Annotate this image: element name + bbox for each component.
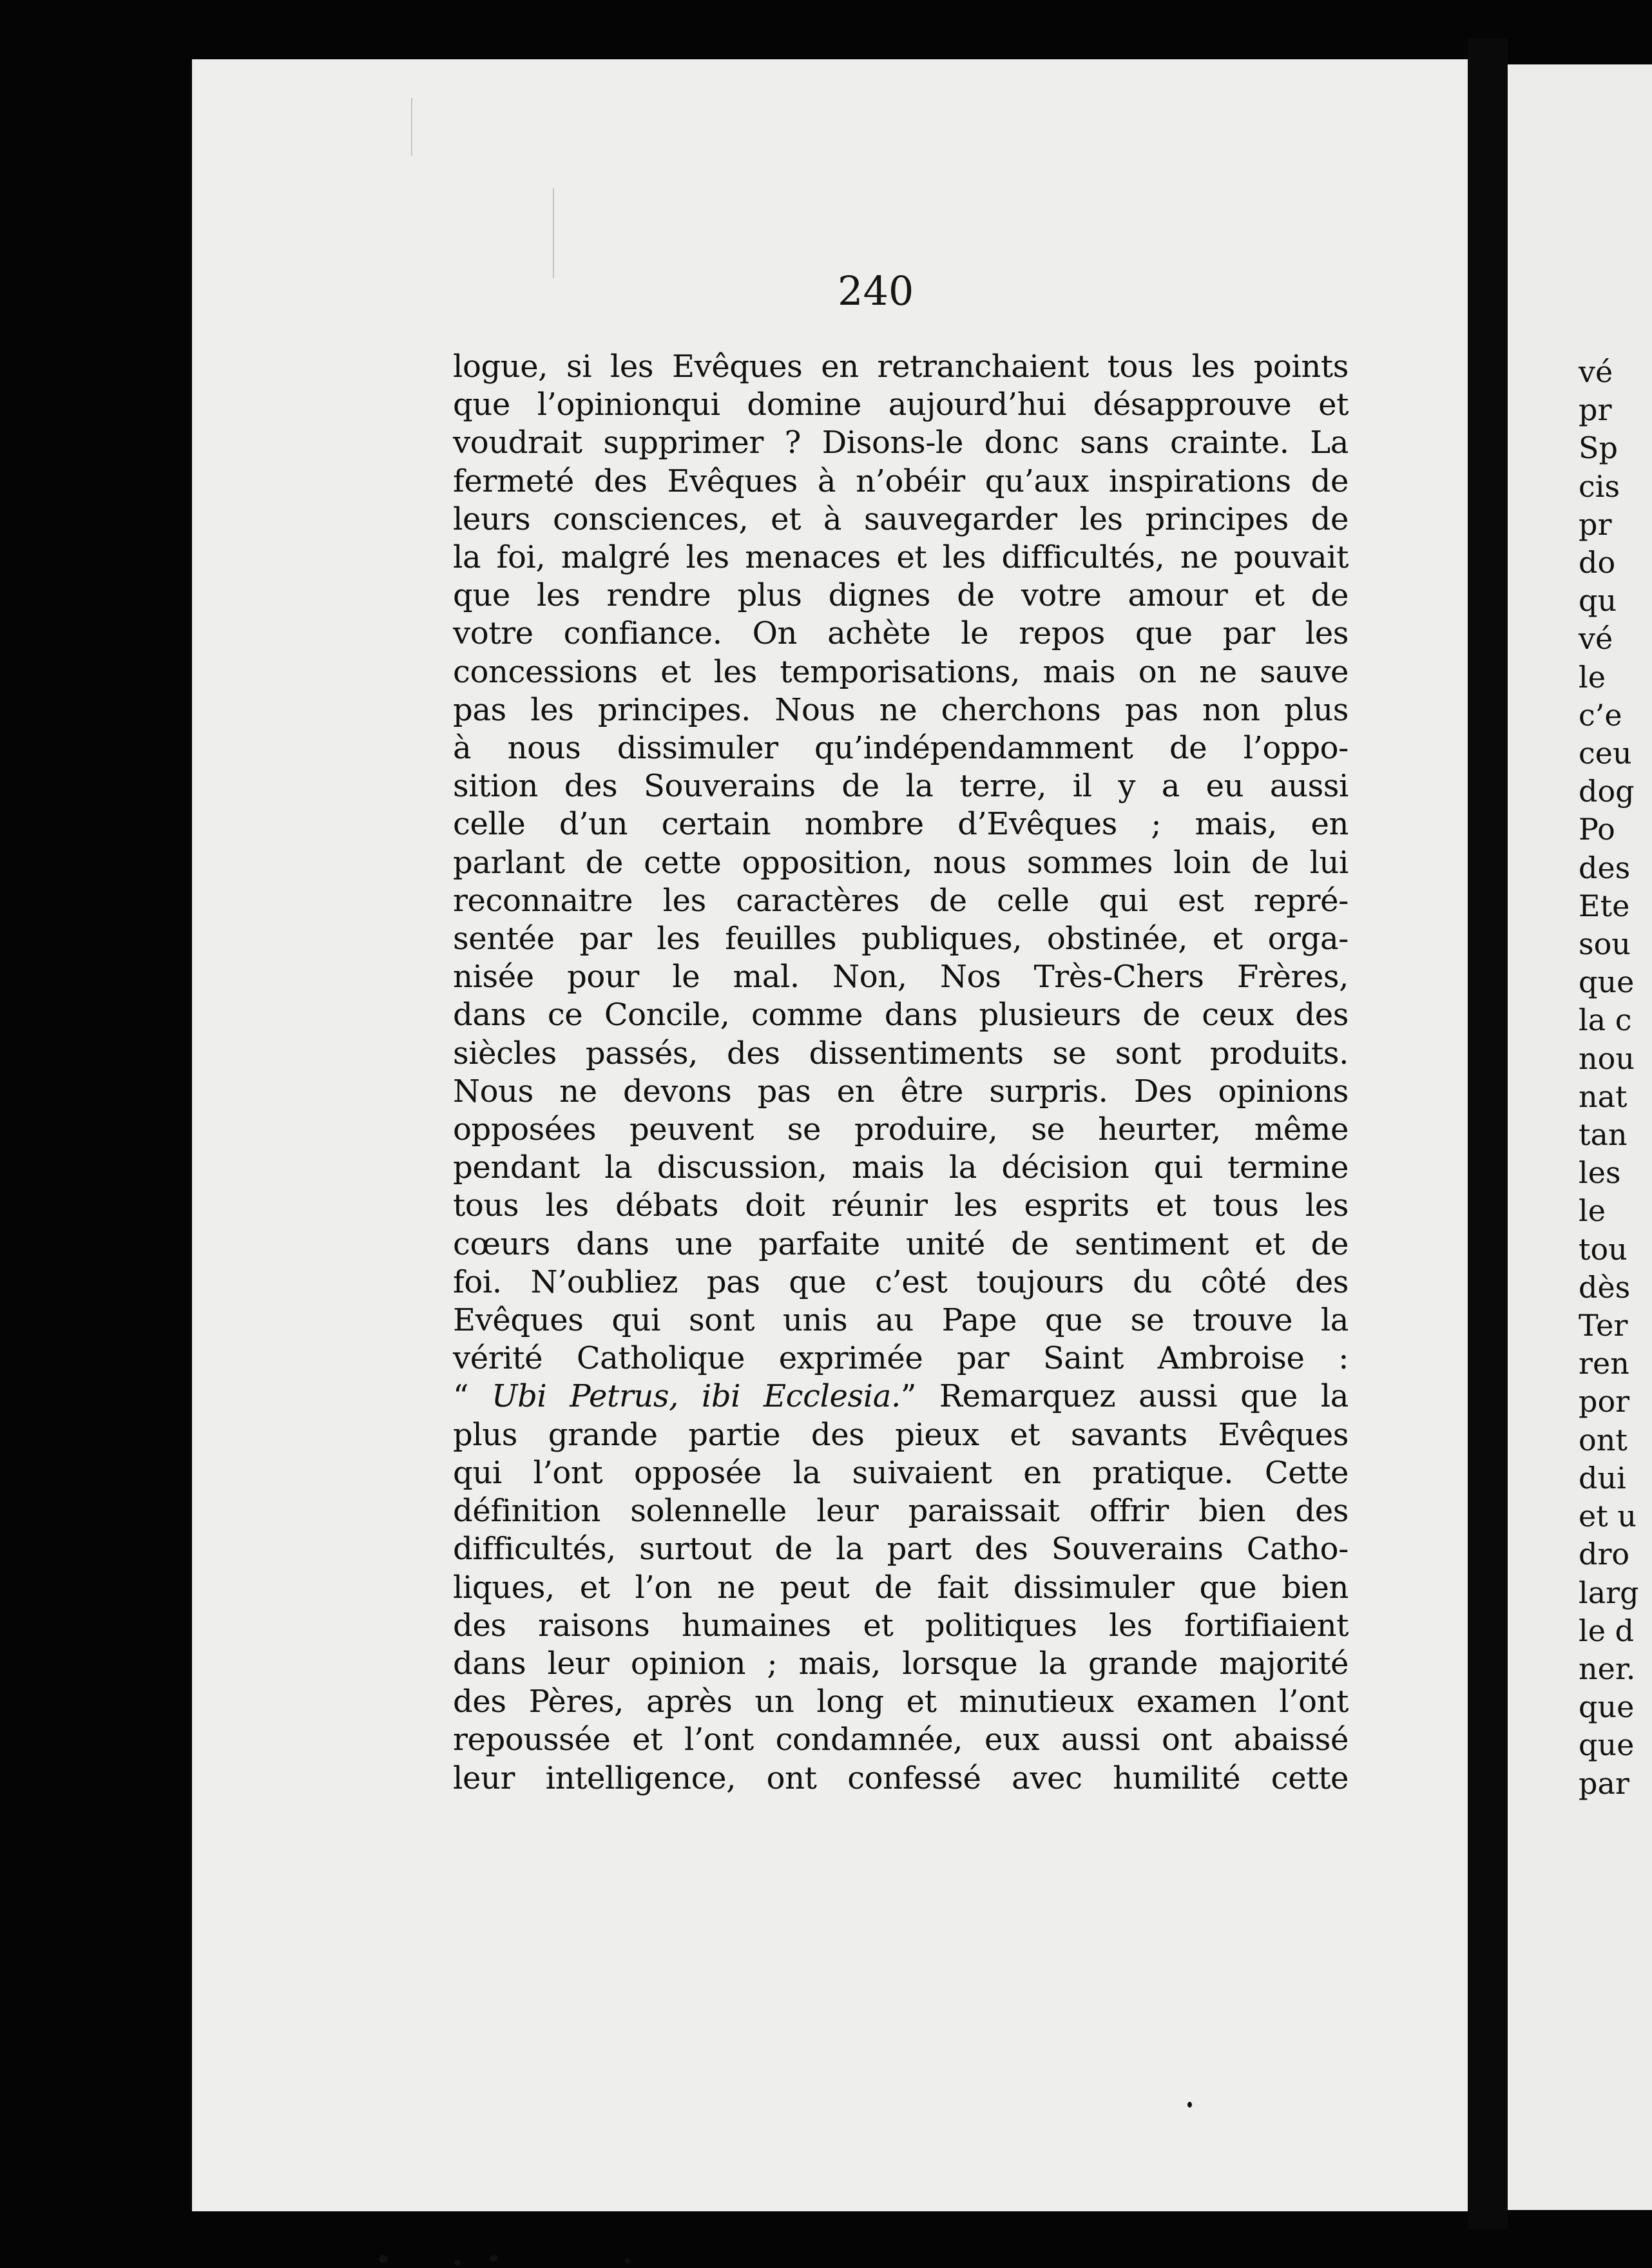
margin-smudge <box>553 188 554 278</box>
facing-line-fragment: dès <box>1579 1269 1631 1305</box>
facing-line-fragment: que <box>1579 1689 1635 1725</box>
text-line: vérité Catholique exprimée par Saint Ambroise : <box>453 1340 1349 1377</box>
facing-line-fragment: pr <box>1579 506 1612 542</box>
facing-line-fragment: cis <box>1579 468 1620 504</box>
text-line: reconnaitre les caractères de celle qui est repré- <box>453 882 1349 919</box>
text-line: sentée par les feuilles publiques, obstinée, et orga- <box>453 921 1349 957</box>
book-gutter <box>1468 39 1508 2229</box>
facing-line-fragment: la c <box>1579 1003 1632 1038</box>
facing-line-fragment: les <box>1579 1155 1621 1191</box>
text-line: fermeté des Evêques à n’obéir qu’aux inspirations de <box>453 463 1349 499</box>
text-line: à nous dissimuler qu’indépendamment de l’oppo- <box>453 730 1349 767</box>
facing-line-fragment: ont <box>1579 1422 1628 1457</box>
ink-speck <box>1187 2102 1192 2108</box>
text-line: concessions et les temporisations, mais on ne sauve <box>453 653 1349 690</box>
text-line: difficultés, surtout de la part des Souverains Catho- <box>453 1531 1349 1568</box>
body-text <box>453 348 1349 1798</box>
facing-line-fragment: Sp <box>1579 430 1618 466</box>
text-line: foi. N’oubliez pas que c’est toujours du côté des <box>453 1264 1349 1300</box>
facing-page-text <box>1579 353 1639 1803</box>
facing-line-fragment: dro <box>1579 1537 1630 1572</box>
text-line: celle d’un certain nombre d’Evêques ; mais, en <box>453 806 1349 843</box>
margin-smudge <box>411 98 412 156</box>
facing-line-fragment: que <box>1579 965 1635 1000</box>
facing-line-fragment: Po <box>1579 812 1615 847</box>
text-line: que les rendre plus dignes de votre amour et de <box>453 577 1349 614</box>
text-line: liques, et l’on ne peut de fait dissimuler que bien <box>453 1569 1349 1606</box>
facing-line-fragment: Ete <box>1579 888 1630 923</box>
text-line: des raisons humaines et politiques les fortifiaient <box>453 1607 1349 1644</box>
facing-line-fragment: ner. <box>1579 1651 1636 1686</box>
page-number: 240 <box>838 267 914 314</box>
text-line: plus grande partie des pieux et savants Evêques <box>453 1416 1349 1453</box>
text-line: voudrait supprimer ? Disons-le donc sans crainte. La <box>453 425 1349 461</box>
facing-line-fragment: pr <box>1579 392 1612 428</box>
ink-speck <box>625 2258 630 2263</box>
facing-line-fragment: dui <box>1579 1460 1626 1495</box>
facing-line-fragment: por <box>1579 1384 1630 1419</box>
text-line: repoussée et l’ont condamnée, eux aussi ont abaissé <box>453 1722 1349 1758</box>
ink-speck <box>490 2255 497 2262</box>
text-line: que l’opinionqui domine aujourd’hui désapprouve et <box>453 387 1349 423</box>
text-line: logue, si les Evêques en retranchaient tous les points <box>453 349 1349 385</box>
text-line: pendant la discussion, mais la décision qui termine <box>453 1149 1349 1186</box>
text-line: la foi, malgré les menaces et les difficultés, ne pouvait <box>453 539 1349 576</box>
text-line: cœurs dans une parfaite unité de sentiment et de <box>453 1225 1349 1262</box>
text-line: votre confiance. On achète le repos que par les <box>453 615 1349 652</box>
text-line: siècles passés, des dissentiments se sont produits. <box>453 1035 1349 1072</box>
facing-line-fragment: tan <box>1579 1117 1628 1153</box>
facing-line-fragment: qu <box>1579 583 1617 619</box>
facing-line-fragment: vé <box>1579 354 1613 389</box>
ink-speck <box>379 2255 388 2263</box>
text-line: nisée pour le mal. Non, Nos Très-Chers Frères, <box>453 959 1349 995</box>
facing-line-fragment: vé <box>1579 621 1613 657</box>
text-line: définition solennelle leur paraissait offrir bien des <box>453 1493 1349 1530</box>
facing-line-fragment: ren <box>1579 1346 1629 1381</box>
text-line: leur intelligence, ont confessé avec humilité cette <box>453 1760 1349 1796</box>
text-line: leurs consciences, et à sauvegarder les principes de <box>453 501 1349 537</box>
facing-line-fragment: dog <box>1579 774 1635 809</box>
text-line: qui l’ont opposée la suivaient en pratique. Cette <box>453 1454 1349 1491</box>
text-line: dans leur opinion ; mais, lorsque la grande majorité <box>453 1645 1349 1682</box>
facing-line-fragment: par <box>1579 1765 1629 1801</box>
facing-line-fragment: nou <box>1579 1041 1635 1076</box>
facing-line-fragment: le <box>1579 1193 1606 1229</box>
text-line: opposées peuvent se produire, se heurter, même <box>453 1111 1349 1148</box>
text-line: tous les débats doit réunir les esprits et tous les <box>453 1187 1349 1224</box>
facing-line-fragment: tou <box>1579 1231 1628 1267</box>
text-line: Evêques qui sont unis au Pape que se trouve la <box>453 1302 1349 1339</box>
facing-line-fragment: sou <box>1579 927 1631 962</box>
text-line: pas les principes. Nous ne cherchons pas non plus <box>453 691 1349 728</box>
facing-line-fragment: que <box>1579 1727 1635 1763</box>
facing-line-fragment: c’e <box>1579 697 1622 733</box>
facing-line-fragment: nat <box>1579 1079 1628 1114</box>
facing-line-fragment: ceu <box>1579 736 1632 771</box>
text-line: “ Ubi Petrus, ibi Ecclesia.” Remarquez aussi que la <box>453 1378 1349 1415</box>
text-line: Nous ne devons pas en être surpris. Des opinions <box>453 1073 1349 1110</box>
text-line: dans ce Concile, comme dans plusieurs de ceux des <box>453 997 1349 1033</box>
ink-speck <box>454 2260 461 2265</box>
text-line: sition des Souverains de la terre, il y a eu aussi <box>453 768 1349 805</box>
facing-line-fragment: do <box>1579 545 1616 581</box>
text-line: parlant de cette opposition, nous sommes loin de lui <box>453 844 1349 881</box>
facing-line-fragment: Ter <box>1579 1308 1628 1343</box>
facing-line-fragment: des <box>1579 850 1631 885</box>
facing-line-fragment: le <box>1579 659 1606 695</box>
facing-line-fragment: larg <box>1579 1575 1639 1610</box>
facing-line-fragment: le d <box>1579 1613 1635 1648</box>
facing-line-fragment: et u <box>1579 1499 1637 1534</box>
text-line: des Pères, après un long et minutieux examen l’ont <box>453 1684 1349 1720</box>
